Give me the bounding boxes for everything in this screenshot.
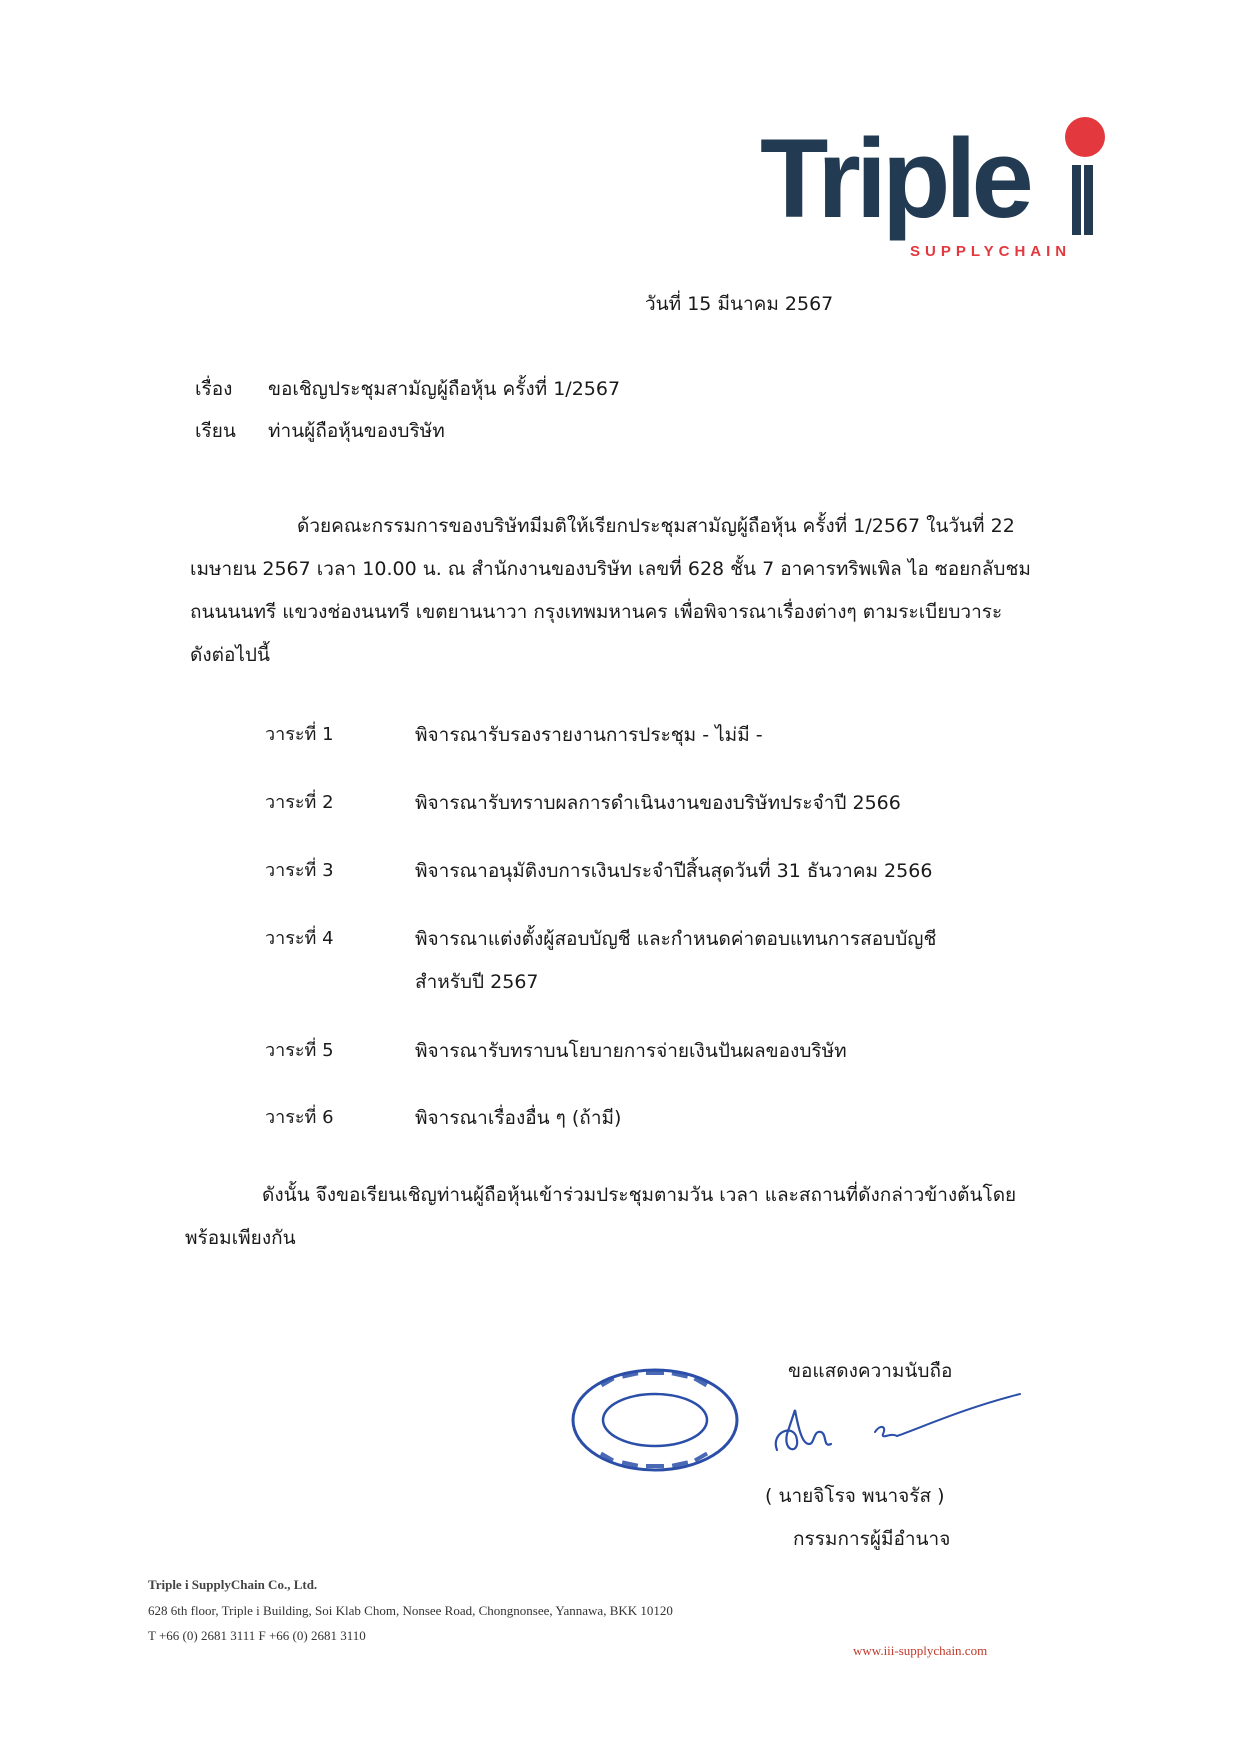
logo-i-bar: [1072, 165, 1081, 235]
agenda-text: พิจารณารับรองรายงานการประชุม - ไม่มี -: [415, 724, 763, 746]
company-stamp: [570, 1365, 740, 1475]
footer-phone: T +66 (0) 2681 3111 F +66 (0) 2681 3110: [148, 1628, 366, 1643]
agenda-item: [415, 1097, 1015, 1140]
logo-tagline: SUPPLYCHAIN: [910, 243, 1072, 260]
signer-title: กรรมการผู้มีอำนาจ: [793, 1528, 951, 1550]
agenda-text: สำหรับปี 2567: [415, 971, 539, 993]
agenda-label: วาระที่ 5: [265, 1040, 334, 1061]
footer-website[interactable]: www.iii-supplychain.com: [853, 1643, 988, 1658]
agenda-label: วาระที่ 3: [265, 860, 334, 881]
recipient-label: เรียน: [195, 420, 236, 442]
agenda-label: วาระที่ 2: [265, 792, 334, 813]
subject-value: ขอเชิญประชุมสามัญผู้ถือหุ้น ครั้งที่ 1/2567: [268, 378, 621, 400]
logo-wordmark: Triple: [760, 116, 1029, 241]
logo-dot: [1065, 117, 1105, 157]
closing-line: ดังนั้น จึงขอเรียนเชิญท่านผู้ถือหุ้นเข้าร่วมประชุมตามวัน เวลา และสถานที่ดังกล่าวข้างต้นโดย: [262, 1184, 1017, 1206]
agenda-text: พิจารณารับทราบผลการดำเนินงานของบริษัทประจำปี 2566: [415, 792, 901, 814]
footer-company: Triple i SupplyChain Co., Ltd.: [148, 1577, 318, 1592]
agenda-item: [415, 850, 1015, 893]
agenda-item: [415, 714, 1015, 757]
closing-paragraph: [185, 1174, 1075, 1260]
agenda-label: วาระที่ 6: [265, 1107, 334, 1128]
agenda-text: พิจารณาอนุมัติงบการเงินประจำปีสิ้นสุดวันที่ 31 ธันวาคม 2566: [415, 860, 933, 882]
agenda-label: วาระที่ 1: [265, 724, 334, 745]
intro-paragraph: [190, 505, 1080, 677]
agenda-text: พิจารณารับทราบนโยบายการจ่ายเงินปันผลของบริษัท: [415, 1040, 847, 1062]
intro-line: เมษายน 2567 เวลา 10.00 น. ณ สำนักงานของบริษัท เลขที่ 628 ชั้น 7 อาคารทริพเพิล ไอ ซอยกลับชม: [190, 558, 1031, 580]
signer-name: ( นายจิโรจ พนาจรัส ): [765, 1485, 945, 1507]
agenda-item: [415, 782, 1015, 825]
intro-line: ด้วยคณะกรรมการของบริษัทมีมติให้เรียกประชุมสามัญผู้ถือหุ้น ครั้งที่ 1/2567 ในวันที่ 22: [297, 515, 1015, 537]
sign-off: ขอแสดงความนับถือ: [788, 1360, 953, 1382]
logo-i-bar: [1084, 165, 1093, 235]
letter-date: วันที่ 15 มีนาคม 2567: [645, 293, 834, 315]
agenda-label: วาระที่ 4: [265, 928, 334, 949]
intro-line: ดังต่อไปนี้: [190, 644, 270, 666]
subject-label: เรื่อง: [195, 378, 233, 400]
company-logo: [760, 115, 1110, 265]
recipient-value: ท่านผู้ถือหุ้นของบริษัท: [268, 420, 445, 442]
agenda-item: [415, 918, 1015, 1004]
signature: [765, 1392, 1025, 1462]
footer-address: 628 6th floor, Triple i Building, Soi Klab Chom, Nonsee Road, Chongnonsee, Yannawa, BKK 10120: [148, 1603, 673, 1618]
agenda-text: พิจารณาเรื่องอื่น ๆ (ถ้ามี): [415, 1107, 622, 1129]
agenda-item: [415, 1030, 1015, 1073]
agenda-text: พิจารณาแต่งตั้งผู้สอบบัญชี และกำหนดค่าตอบแทนการสอบบัญชี: [415, 928, 937, 950]
closing-line: พร้อมเพียงกัน: [185, 1227, 296, 1249]
intro-line: ถนนนนทรี แขวงช่องนนทรี เขตยานนาวา กรุงเทพมหานคร เพื่อพิจารณาเรื่องต่างๆ ตามระเบียบวาระ: [190, 601, 1003, 623]
